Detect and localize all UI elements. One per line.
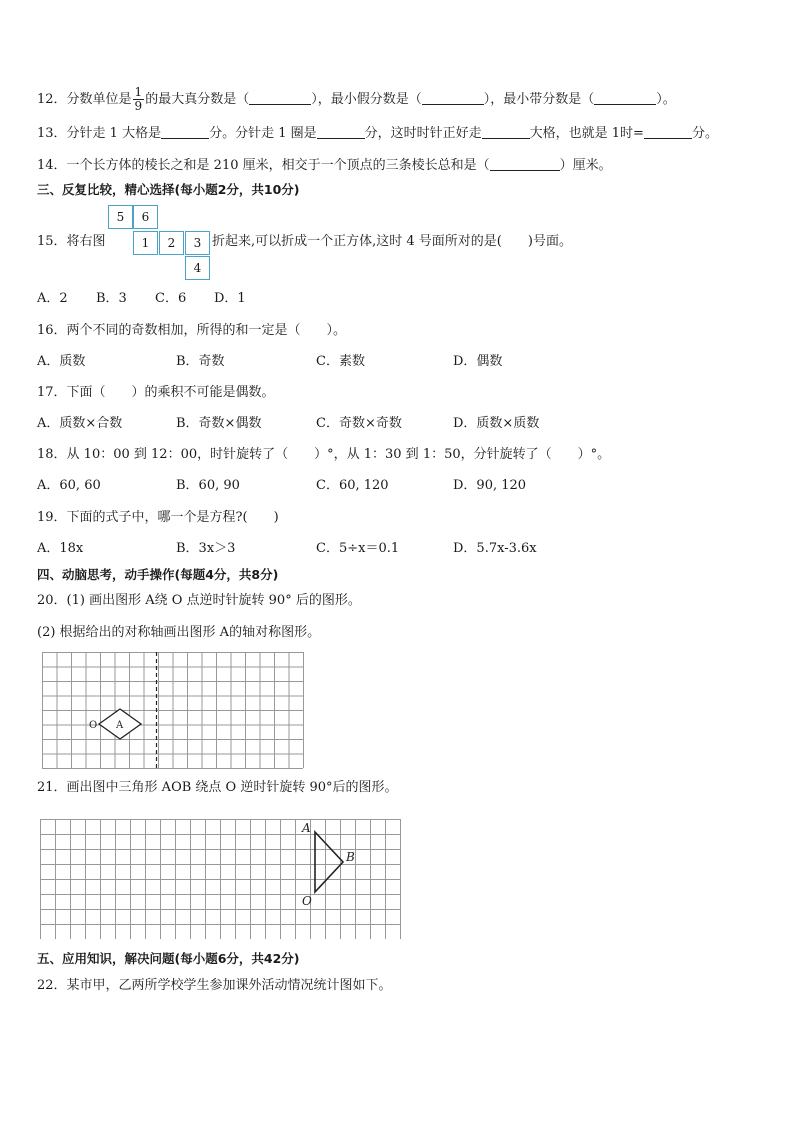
q18-option-a[interactable]: A．60, 60 bbox=[37, 478, 101, 493]
q19-option-d[interactable]: D．5.7x-3.6x bbox=[453, 541, 537, 556]
q16-option-b[interactable]: B．奇数 bbox=[176, 354, 225, 369]
question-21: 21．画出图中三角形 AOB 绕点 O 逆时针旋转 90°后的图形。 bbox=[37, 780, 398, 795]
net-face-2: 2 bbox=[159, 231, 184, 255]
q13-text-c: 分，这时时针正好走 bbox=[364, 126, 482, 141]
triangle-aob bbox=[315, 832, 343, 892]
q19-option-c[interactable]: C．5÷x＝0.1 bbox=[316, 541, 400, 556]
q14-text-b: ）厘米。 bbox=[559, 158, 612, 173]
q19-option-b[interactable]: B．3x＞3 bbox=[176, 541, 236, 556]
question-20-part-2: (2) 根据给出的对称轴画出图形 A的轴对称图形。 bbox=[37, 625, 321, 640]
grid-figure-q21 bbox=[40, 819, 404, 939]
fraction-one-ninth bbox=[133, 86, 145, 113]
grid-figure-q20 bbox=[42, 652, 314, 770]
question-14 bbox=[37, 156, 612, 175]
net-face-3: 3 bbox=[185, 231, 210, 255]
q12-text-d: ），最小带分数是（ bbox=[483, 92, 595, 107]
q18-option-d[interactable]: D．90, 120 bbox=[453, 478, 527, 493]
answer-blank[interactable] bbox=[161, 124, 209, 139]
q15-option-a[interactable]: A．2 bbox=[37, 291, 68, 306]
label-b: B bbox=[346, 850, 355, 864]
q16-option-c[interactable]: C．素数 bbox=[316, 354, 365, 369]
q17-option-d[interactable]: D．质数×质数 bbox=[453, 416, 540, 431]
answer-blank[interactable] bbox=[317, 124, 365, 139]
fraction-denominator: 9 bbox=[134, 99, 143, 113]
question-15-stem-a: 15．将右图 bbox=[37, 234, 106, 249]
q12-text-b: 的最大真分数是（ bbox=[145, 92, 250, 107]
question-13 bbox=[37, 124, 718, 143]
answer-blank[interactable] bbox=[594, 90, 656, 105]
fraction-numerator: 1 bbox=[134, 85, 143, 99]
q16-option-a[interactable]: A．质数 bbox=[37, 354, 86, 369]
q17-option-a[interactable]: A．质数×合数 bbox=[37, 416, 123, 431]
q12-text-c: ），最小假分数是（ bbox=[311, 92, 422, 107]
q17-option-c[interactable]: C．奇数×奇数 bbox=[316, 416, 402, 431]
question-16: 16．两个不同的奇数相加，所得的和一定是（ ）。 bbox=[37, 323, 347, 338]
question-19: 19．下面的式子中，哪一个是方程?( ) bbox=[37, 510, 279, 525]
answer-blank[interactable] bbox=[644, 124, 692, 139]
label-o: O bbox=[89, 720, 98, 731]
q13-text-a: 13．分针走 1 大格是 bbox=[37, 126, 162, 141]
question-18: 18．从 10：00 到 12：00，时针旋转了（ ）°，从 1：30 到 1：50，分针旋转了（ ）°。 bbox=[37, 447, 611, 462]
section-3-heading: 三、反复比较，精心选择(每小题2分，共10分) bbox=[37, 182, 300, 197]
q14-text-a: 14．一个长方体的棱长之和是 210 厘米，相交于一个顶点的三条棱长总和是（ bbox=[37, 158, 490, 173]
question-17: 17．下面（ ）的乘积不可能是偶数。 bbox=[37, 385, 275, 400]
answer-blank[interactable] bbox=[490, 156, 560, 171]
q13-text-b: 分。分针走 1 圈是 bbox=[209, 126, 317, 141]
q13-text-e: 分。 bbox=[691, 126, 718, 141]
q17-option-b[interactable]: B．奇数×偶数 bbox=[176, 416, 262, 431]
q19-option-a[interactable]: A．18x bbox=[37, 541, 84, 556]
label-a: A bbox=[302, 821, 311, 835]
question-15-stem-b: 折起来,可以折成一个正方体,这时 4 号面所对的是( )号面。 bbox=[212, 234, 572, 249]
q16-option-d[interactable]: D．偶数 bbox=[453, 354, 503, 369]
question-22: 22．某市甲，乙两所学校学生参加课外活动情况统计图如下。 bbox=[37, 978, 392, 993]
answer-blank[interactable] bbox=[249, 90, 311, 105]
net-face-4: 4 bbox=[185, 256, 210, 280]
question-20-part-1: 20．(1) 画出图形 A绕 O 点逆时针旋转 90° 后的图形。 bbox=[37, 593, 361, 608]
section-5-heading: 五、应用知识，解决问题(每小题6分，共42分) bbox=[37, 951, 300, 966]
label-a: A bbox=[116, 720, 124, 731]
cube-net bbox=[108, 205, 218, 281]
answer-blank[interactable] bbox=[422, 90, 484, 105]
q15-option-c[interactable]: C．6 bbox=[155, 291, 187, 306]
section-4-heading: 四、动脑思考，动手操作(每题4分，共8分) bbox=[37, 567, 279, 582]
q15-option-b[interactable]: B．3 bbox=[96, 291, 127, 306]
q12-text-e: ）。 bbox=[656, 92, 676, 107]
q15-option-d[interactable]: D．1 bbox=[214, 291, 246, 306]
q13-text-d: 大格，也就是 1时= bbox=[529, 126, 644, 141]
label-o: O bbox=[302, 894, 312, 908]
net-face-5: 5 bbox=[108, 205, 133, 229]
net-face-6: 6 bbox=[133, 205, 158, 229]
net-face-1: 1 bbox=[133, 231, 158, 255]
question-12 bbox=[37, 86, 676, 113]
answer-blank[interactable] bbox=[482, 124, 530, 139]
q12-text-a: 12．分数单位是 bbox=[37, 92, 132, 107]
q18-option-b[interactable]: B．60, 90 bbox=[176, 478, 240, 493]
q18-option-c[interactable]: C．60, 120 bbox=[316, 478, 389, 493]
